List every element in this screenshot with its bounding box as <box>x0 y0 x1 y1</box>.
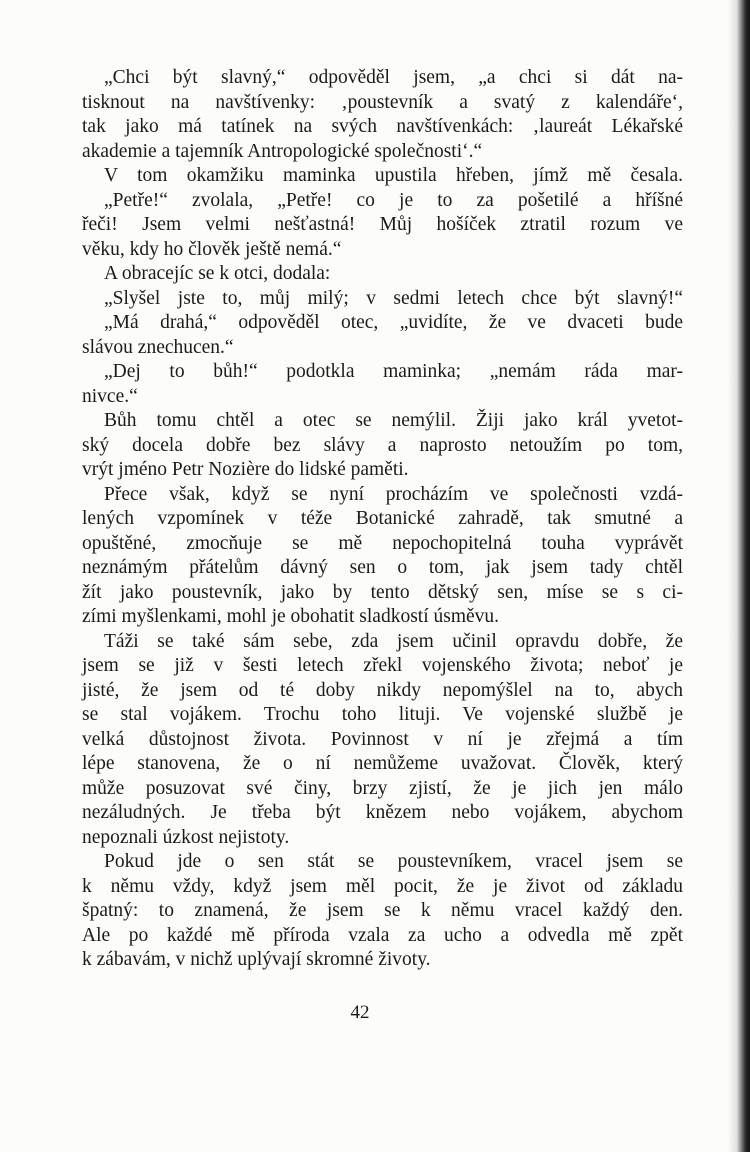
text-line: k němu vždy, když jsem měl pocit, že je život od základu <box>82 875 683 897</box>
text-line: „Chci být slavný,“ odpověděl jsem, „a chci si dát na- <box>104 67 683 88</box>
paragraph <box>82 66 683 164</box>
text-line: Pokud jde o sen stát se poustevníkem, vracel jsem se <box>104 851 683 872</box>
text-line: velká důstojnost života. Povinnost v ní je zřejmá a tím <box>82 728 683 750</box>
text-line: žít jako poustevník, jako by tento dětský sen, míse se s ci- <box>82 581 683 603</box>
text-line: „Petře!“ zvolala, „Petře! co je to za pošetilé a hříšné <box>104 189 683 211</box>
paragraph <box>82 409 683 483</box>
text-line: se stal vojákem. Trochu toho lituji. Ve vojenské službě je <box>82 704 683 725</box>
text-line: jsem se již v šesti letech zřekl vojenského života; neboť je <box>82 655 683 676</box>
text-line: k zábavám, v nichž uplývají skromné životy. <box>82 949 431 970</box>
text-line: jisté, že jsem od té doby nikdy nepomýšlel na to, abych <box>82 679 683 701</box>
text-line: slávou znechucen.“ <box>82 336 234 358</box>
paragraph <box>82 850 683 973</box>
text-line: A obracejíc se k otci, dodala: <box>104 263 331 284</box>
text-line: nivce.“ <box>82 385 138 407</box>
text-line: „Má drahá,“ odpověděl otec, „uvidíte, že ve dvaceti bude <box>104 312 683 333</box>
paragraph <box>82 189 683 263</box>
paragraph <box>82 483 683 630</box>
text-line: Přece však, když se nyní procházím ve společnosti vzdá- <box>104 483 683 505</box>
text-line: může posuzovat své činy, brzy zjistí, že je jich jen málo <box>82 777 683 799</box>
text-line: nepoznali úzkost nejistoty. <box>82 826 290 848</box>
text-line: Ale po každé mě příroda vzala za ucho a odvedla mě zpět <box>82 924 683 946</box>
page-body-text <box>82 66 683 973</box>
text-line: opuštěné, zmocňuje se mě nepochopitelná touha vyprávět <box>82 532 683 554</box>
paragraph <box>82 360 683 409</box>
text-line: lených vzpomínek v téže Botanické zahradě, tak smutné a <box>82 508 683 529</box>
text-line: nezáludných. Je třeba být knězem nebo vojákem, abychom <box>82 802 683 823</box>
paragraph <box>82 164 683 189</box>
text-line: špatný: to znamená, že jsem se k němu vracel každý den. <box>82 900 683 921</box>
page-number: 42 <box>350 1002 370 1023</box>
text-line: „Dej to bůh!“ podotkla maminka; „nemám ráda mar- <box>104 361 683 382</box>
text-line: „Slyšel jste to, můj milý; v sedmi letech chce být slavný!“ <box>104 287 683 309</box>
paragraph <box>82 287 683 312</box>
text-line: řeči! Jsem velmi nešťastná! Můj hošíček ztratil rozum ve <box>82 214 683 235</box>
text-line: lépe stanovena, že o ní nemůžeme uvažovat. Člověk, který <box>82 753 683 774</box>
text-line: tak jako má tatínek na svých navštívenkách: ‚laureát Lékařské <box>82 116 683 137</box>
text-line: V tom okamžiku maminka upustila hřeben, jímž mě česala. <box>104 165 683 186</box>
text-line: zími myšlenkami, mohl je obohatit sladkostí úsměvu. <box>82 606 500 627</box>
text-line: tisknout na navštívenky: ‚poustevník a svatý z kalendáře‘, <box>82 91 683 113</box>
paragraph <box>82 262 683 287</box>
text-line: ský docela dobře bez slávy a naprosto netoužím po tom, <box>82 434 683 456</box>
text-line: neznámým přátelům dávný sen o tom, jak jsem tady chtěl <box>82 557 683 578</box>
text-line: vrýt jméno Petr Nozière do lidské paměti. <box>82 459 409 480</box>
paragraph <box>82 630 683 851</box>
book-binding-shadow <box>728 0 750 1152</box>
text-line: Bůh tomu chtěl a otec se nemýlil. Žiji jako král yvetot- <box>104 410 683 431</box>
text-line: akademie a tajemník Antropologické společnosti‘.“ <box>82 140 483 162</box>
paragraph <box>82 311 683 360</box>
text-line: věku, kdy ho člověk ještě nemá.“ <box>82 238 342 260</box>
text-line: Táži se také sám sebe, zda jsem učinil opravdu dobře, že <box>104 630 683 652</box>
